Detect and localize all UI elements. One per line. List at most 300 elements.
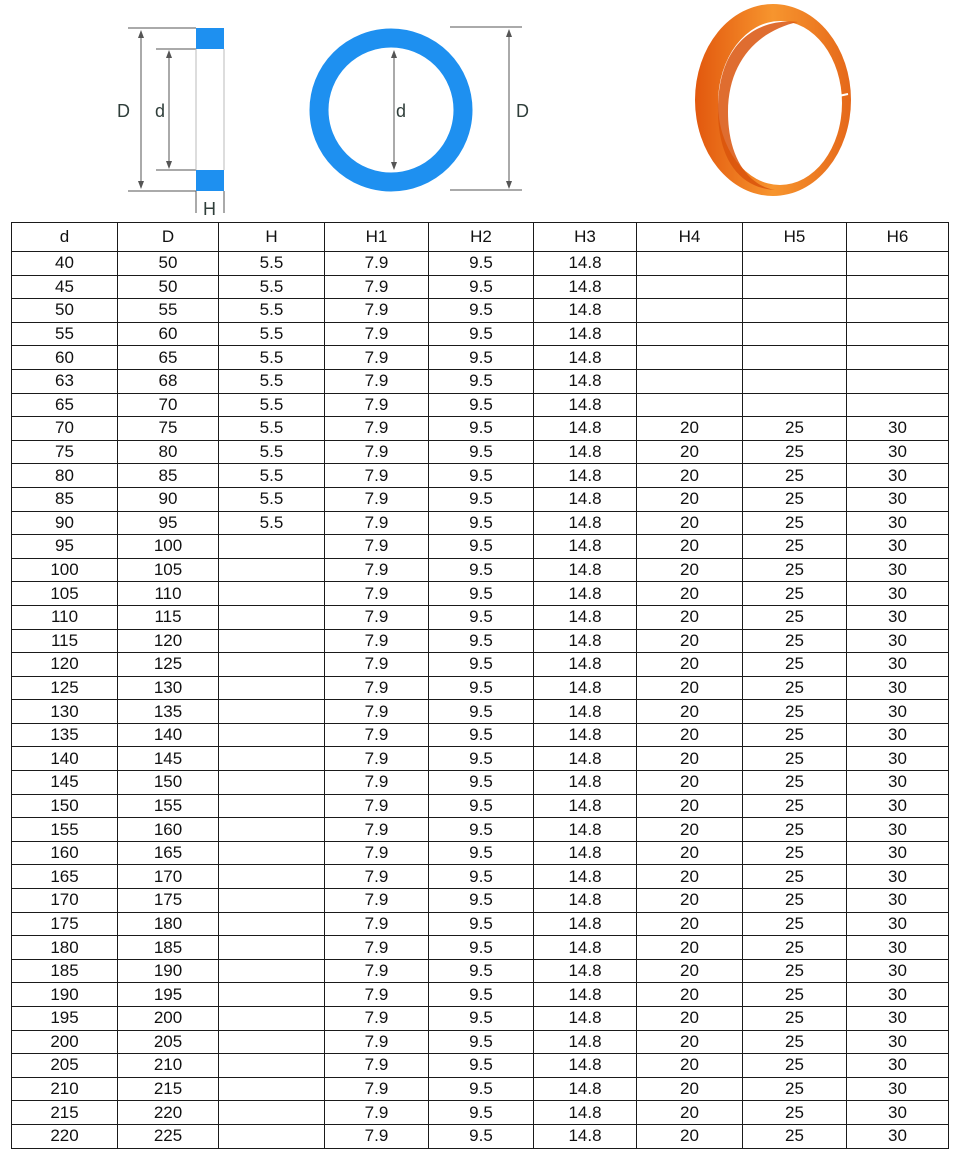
table-cell: 7.9 bbox=[325, 723, 429, 747]
table-cell bbox=[219, 1007, 325, 1031]
table-cell: 5.5 bbox=[219, 346, 325, 370]
table-cell: 110 bbox=[12, 605, 118, 629]
table-cell: 25 bbox=[743, 771, 847, 795]
table-cell: 20 bbox=[637, 959, 743, 983]
table-cell: 180 bbox=[118, 912, 219, 936]
table-cell bbox=[219, 912, 325, 936]
table-cell: 14.8 bbox=[534, 582, 637, 606]
table-cell: 9.5 bbox=[429, 983, 534, 1007]
table-cell: 75 bbox=[12, 440, 118, 464]
column-header: H5 bbox=[743, 223, 847, 252]
table-cell: 210 bbox=[12, 1077, 118, 1101]
table-cell: 9.5 bbox=[429, 1030, 534, 1054]
table-cell: 85 bbox=[118, 464, 219, 488]
table-cell: 5.5 bbox=[219, 511, 325, 535]
table-cell: 105 bbox=[118, 558, 219, 582]
table-cell: 100 bbox=[12, 558, 118, 582]
table-cell: 5.5 bbox=[219, 322, 325, 346]
table-cell: 7.9 bbox=[325, 1007, 429, 1031]
table-cell: 14.8 bbox=[534, 487, 637, 511]
diagram-area bbox=[0, 0, 964, 222]
table-cell bbox=[219, 629, 325, 653]
table-cell: 9.5 bbox=[429, 936, 534, 960]
table-cell: 7.9 bbox=[325, 299, 429, 323]
table-cell: 20 bbox=[637, 1124, 743, 1148]
column-header: H1 bbox=[325, 223, 429, 252]
table-cell bbox=[743, 393, 847, 417]
table-cell: 14.8 bbox=[534, 912, 637, 936]
table-cell: 14.8 bbox=[534, 794, 637, 818]
table-cell: 75 bbox=[118, 417, 219, 441]
table-cell: 145 bbox=[12, 771, 118, 795]
table-cell: 9.5 bbox=[429, 1124, 534, 1148]
table-cell: 14.8 bbox=[534, 653, 637, 677]
table-cell: 14.8 bbox=[534, 700, 637, 724]
table-cell: 30 bbox=[847, 700, 949, 724]
table-cell bbox=[219, 653, 325, 677]
table-row bbox=[12, 1007, 949, 1031]
table-cell: 30 bbox=[847, 511, 949, 535]
table-cell bbox=[743, 322, 847, 346]
table-row bbox=[12, 841, 949, 865]
table-cell: 20 bbox=[637, 653, 743, 677]
table-cell: 7.9 bbox=[325, 605, 429, 629]
table-cell: 25 bbox=[743, 983, 847, 1007]
table-row bbox=[12, 747, 949, 771]
table-cell: 9.5 bbox=[429, 322, 534, 346]
table-cell: 30 bbox=[847, 535, 949, 559]
table-cell: 30 bbox=[847, 487, 949, 511]
table-cell: 9.5 bbox=[429, 912, 534, 936]
table-cell: 5.5 bbox=[219, 440, 325, 464]
table-cell: 25 bbox=[743, 582, 847, 606]
table-cell: 170 bbox=[12, 889, 118, 913]
table-cell: 9.5 bbox=[429, 653, 534, 677]
table-cell: 25 bbox=[743, 417, 847, 441]
table-header-row bbox=[12, 223, 949, 252]
table-cell: 25 bbox=[743, 629, 847, 653]
table-cell bbox=[847, 252, 949, 276]
table-cell: 25 bbox=[743, 535, 847, 559]
table-cell: 30 bbox=[847, 629, 949, 653]
table-cell: 9.5 bbox=[429, 346, 534, 370]
column-header: H4 bbox=[637, 223, 743, 252]
table-cell bbox=[637, 275, 743, 299]
table-cell bbox=[219, 865, 325, 889]
table-cell: 14.8 bbox=[534, 865, 637, 889]
table-cell: 110 bbox=[118, 582, 219, 606]
table-cell: 220 bbox=[118, 1101, 219, 1125]
table-cell: 20 bbox=[637, 511, 743, 535]
table-cell: 25 bbox=[743, 464, 847, 488]
table-cell bbox=[219, 1077, 325, 1101]
table-cell: 25 bbox=[743, 1124, 847, 1148]
table-cell: 14.8 bbox=[534, 558, 637, 582]
table-cell: 150 bbox=[12, 794, 118, 818]
table-cell: 135 bbox=[12, 723, 118, 747]
table-cell: 30 bbox=[847, 723, 949, 747]
table-cell: 20 bbox=[637, 1101, 743, 1125]
table-cell: 20 bbox=[637, 487, 743, 511]
table-cell: 80 bbox=[118, 440, 219, 464]
table-cell: 20 bbox=[637, 936, 743, 960]
column-header: d bbox=[12, 223, 118, 252]
table-cell: 7.9 bbox=[325, 417, 429, 441]
table-cell: 25 bbox=[743, 605, 847, 629]
table-cell: 9.5 bbox=[429, 889, 534, 913]
table-cell: 20 bbox=[637, 605, 743, 629]
table-cell: 20 bbox=[637, 1054, 743, 1078]
product-photo bbox=[680, 0, 880, 222]
table-cell bbox=[219, 841, 325, 865]
table-cell: 7.9 bbox=[325, 865, 429, 889]
table-cell: 7.9 bbox=[325, 747, 429, 771]
table-cell bbox=[743, 369, 847, 393]
table-cell: 9.5 bbox=[429, 511, 534, 535]
front-view-d-label: d bbox=[396, 101, 407, 121]
table-cell: 130 bbox=[12, 700, 118, 724]
table-row bbox=[12, 511, 949, 535]
table-cell: 45 bbox=[12, 275, 118, 299]
table-cell: 5.5 bbox=[219, 299, 325, 323]
table-cell: 30 bbox=[847, 417, 949, 441]
table-cell: 25 bbox=[743, 1077, 847, 1101]
table-cell: 175 bbox=[118, 889, 219, 913]
front-view-ring bbox=[319, 38, 463, 182]
table-row bbox=[12, 464, 949, 488]
table-cell: 7.9 bbox=[325, 511, 429, 535]
table-cell: 7.9 bbox=[325, 464, 429, 488]
table-cell: 200 bbox=[12, 1030, 118, 1054]
table-cell: 30 bbox=[847, 1124, 949, 1148]
table-cell: 20 bbox=[637, 417, 743, 441]
table-row bbox=[12, 558, 949, 582]
table-cell bbox=[219, 700, 325, 724]
table-cell bbox=[847, 346, 949, 370]
table-cell: 14.8 bbox=[534, 1124, 637, 1148]
table-cell: 210 bbox=[118, 1054, 219, 1078]
table-row bbox=[12, 299, 949, 323]
table-cell: 185 bbox=[12, 959, 118, 983]
table-cell: 7.9 bbox=[325, 558, 429, 582]
table-cell: 175 bbox=[12, 912, 118, 936]
table-cell: 14.8 bbox=[534, 299, 637, 323]
table-cell bbox=[219, 818, 325, 842]
table-cell bbox=[219, 558, 325, 582]
front-view-D-label: D bbox=[516, 101, 529, 121]
table-cell: 9.5 bbox=[429, 818, 534, 842]
cross-section-top-block bbox=[196, 28, 224, 49]
table-cell: 20 bbox=[637, 841, 743, 865]
table-cell: 195 bbox=[12, 1007, 118, 1031]
table-cell: 14.8 bbox=[534, 346, 637, 370]
table-row bbox=[12, 346, 949, 370]
table-cell: 190 bbox=[118, 959, 219, 983]
table-cell: 7.9 bbox=[325, 393, 429, 417]
table-cell: 14.8 bbox=[534, 747, 637, 771]
table-cell: 30 bbox=[847, 912, 949, 936]
table-cell: 20 bbox=[637, 629, 743, 653]
table-cell: 125 bbox=[118, 653, 219, 677]
table-cell: 25 bbox=[743, 487, 847, 511]
table-cell: 60 bbox=[118, 322, 219, 346]
table-cell bbox=[847, 299, 949, 323]
table-cell: 25 bbox=[743, 794, 847, 818]
table-cell bbox=[847, 322, 949, 346]
table-cell: 30 bbox=[847, 605, 949, 629]
table-cell: 14.8 bbox=[534, 369, 637, 393]
table-cell bbox=[219, 723, 325, 747]
table-row bbox=[12, 889, 949, 913]
table-cell: 5.5 bbox=[219, 275, 325, 299]
table-cell: 20 bbox=[637, 1077, 743, 1101]
table-cell bbox=[637, 369, 743, 393]
table-cell: 165 bbox=[118, 841, 219, 865]
table-cell bbox=[637, 346, 743, 370]
table-row bbox=[12, 582, 949, 606]
table-cell: 14.8 bbox=[534, 417, 637, 441]
table-cell: 14.8 bbox=[534, 1101, 637, 1125]
table-cell: 9.5 bbox=[429, 771, 534, 795]
table-cell: 80 bbox=[12, 464, 118, 488]
table-cell: 25 bbox=[743, 889, 847, 913]
table-cell: 14.8 bbox=[534, 889, 637, 913]
table-row bbox=[12, 322, 949, 346]
table-row bbox=[12, 1124, 949, 1148]
cross-section-d-label: d bbox=[155, 101, 166, 121]
table-cell: 25 bbox=[743, 440, 847, 464]
table-cell: 30 bbox=[847, 558, 949, 582]
table-cell: 9.5 bbox=[429, 605, 534, 629]
table-cell: 7.9 bbox=[325, 983, 429, 1007]
table-cell: 30 bbox=[847, 959, 949, 983]
table-row bbox=[12, 1077, 949, 1101]
table-cell bbox=[847, 275, 949, 299]
table-cell: 5.5 bbox=[219, 464, 325, 488]
table-cell bbox=[219, 747, 325, 771]
table-cell: 7.9 bbox=[325, 1077, 429, 1101]
table-cell: 20 bbox=[637, 794, 743, 818]
table-cell: 140 bbox=[118, 723, 219, 747]
table-cell: 7.9 bbox=[325, 771, 429, 795]
table-cell: 20 bbox=[637, 771, 743, 795]
table-cell: 9.5 bbox=[429, 393, 534, 417]
table-cell: 9.5 bbox=[429, 487, 534, 511]
table-cell: 20 bbox=[637, 1030, 743, 1054]
table-cell: 14.8 bbox=[534, 936, 637, 960]
table-cell: 125 bbox=[12, 676, 118, 700]
table-cell: 25 bbox=[743, 1030, 847, 1054]
table-cell: 160 bbox=[118, 818, 219, 842]
table-cell: 155 bbox=[12, 818, 118, 842]
table-cell: 165 bbox=[12, 865, 118, 889]
table-cell: 9.5 bbox=[429, 865, 534, 889]
table-cell: 14.8 bbox=[534, 605, 637, 629]
cross-section-diagram bbox=[0, 0, 260, 222]
table-cell: 9.5 bbox=[429, 676, 534, 700]
table-cell: 90 bbox=[12, 511, 118, 535]
table-cell: 30 bbox=[847, 794, 949, 818]
table-row bbox=[12, 983, 949, 1007]
table-cell: 5.5 bbox=[219, 417, 325, 441]
table-cell bbox=[219, 1054, 325, 1078]
table-cell: 7.9 bbox=[325, 841, 429, 865]
table-cell: 7.9 bbox=[325, 700, 429, 724]
table-cell bbox=[637, 299, 743, 323]
table-cell: 195 bbox=[118, 983, 219, 1007]
table-row bbox=[12, 653, 949, 677]
table-cell: 5.5 bbox=[219, 393, 325, 417]
table-cell: 7.9 bbox=[325, 1054, 429, 1078]
table-cell: 30 bbox=[847, 1054, 949, 1078]
table-cell: 220 bbox=[12, 1124, 118, 1148]
table-cell: 25 bbox=[743, 1007, 847, 1031]
table-cell: 5.5 bbox=[219, 252, 325, 276]
table-cell: 55 bbox=[12, 322, 118, 346]
table-cell: 30 bbox=[847, 1101, 949, 1125]
table-cell: 14.8 bbox=[534, 1007, 637, 1031]
table-row bbox=[12, 771, 949, 795]
table-cell bbox=[219, 794, 325, 818]
table-cell: 14.8 bbox=[534, 252, 637, 276]
table-cell bbox=[219, 959, 325, 983]
table-cell: 7.9 bbox=[325, 794, 429, 818]
table-cell: 30 bbox=[847, 1007, 949, 1031]
table-row bbox=[12, 676, 949, 700]
table-cell: 95 bbox=[118, 511, 219, 535]
table-cell: 100 bbox=[118, 535, 219, 559]
table-cell: 14.8 bbox=[534, 629, 637, 653]
table-cell: 145 bbox=[118, 747, 219, 771]
table-cell: 20 bbox=[637, 1007, 743, 1031]
table-cell: 20 bbox=[637, 912, 743, 936]
table-cell: 7.9 bbox=[325, 322, 429, 346]
table-cell: 14.8 bbox=[534, 1030, 637, 1054]
table-cell: 14.8 bbox=[534, 535, 637, 559]
table-cell: 185 bbox=[118, 936, 219, 960]
table-cell bbox=[637, 393, 743, 417]
table-cell: 25 bbox=[743, 558, 847, 582]
table-row bbox=[12, 865, 949, 889]
cross-section-D-label: D bbox=[117, 101, 130, 121]
table-cell: 14.8 bbox=[534, 1054, 637, 1078]
table-row bbox=[12, 1101, 949, 1125]
table-cell: 40 bbox=[12, 252, 118, 276]
column-header: H3 bbox=[534, 223, 637, 252]
table-cell bbox=[743, 275, 847, 299]
table-cell bbox=[219, 535, 325, 559]
table-cell: 5.5 bbox=[219, 369, 325, 393]
table-cell: 68 bbox=[118, 369, 219, 393]
table-cell: 20 bbox=[637, 582, 743, 606]
table-cell: 14.8 bbox=[534, 771, 637, 795]
table-cell: 9.5 bbox=[429, 582, 534, 606]
table-cell bbox=[219, 889, 325, 913]
table-cell: 115 bbox=[12, 629, 118, 653]
table-cell bbox=[743, 252, 847, 276]
table-cell: 14.8 bbox=[534, 440, 637, 464]
table-cell: 7.9 bbox=[325, 275, 429, 299]
table-cell: 9.5 bbox=[429, 794, 534, 818]
table-cell: 30 bbox=[847, 653, 949, 677]
table-cell: 9.5 bbox=[429, 558, 534, 582]
table-cell: 135 bbox=[118, 700, 219, 724]
table-row bbox=[12, 794, 949, 818]
table-cell: 7.9 bbox=[325, 1101, 429, 1125]
table-cell: 25 bbox=[743, 865, 847, 889]
table-cell: 30 bbox=[847, 582, 949, 606]
table-cell: 14.8 bbox=[534, 959, 637, 983]
table-cell: 14.8 bbox=[534, 723, 637, 747]
table-cell: 20 bbox=[637, 865, 743, 889]
table-cell: 9.5 bbox=[429, 629, 534, 653]
table-cell: 30 bbox=[847, 1077, 949, 1101]
table-cell: 7.9 bbox=[325, 369, 429, 393]
table-row bbox=[12, 1030, 949, 1054]
table-cell: 90 bbox=[118, 487, 219, 511]
table-cell: 14.8 bbox=[534, 983, 637, 1007]
table-cell: 14.8 bbox=[534, 464, 637, 488]
table-cell: 9.5 bbox=[429, 440, 534, 464]
table-cell: 30 bbox=[847, 1030, 949, 1054]
table-cell: 20 bbox=[637, 440, 743, 464]
table-row bbox=[12, 535, 949, 559]
table-cell: 160 bbox=[12, 841, 118, 865]
table-cell: 9.5 bbox=[429, 1077, 534, 1101]
table-cell: 55 bbox=[118, 299, 219, 323]
table-cell bbox=[219, 676, 325, 700]
table-cell: 30 bbox=[847, 747, 949, 771]
table-cell: 14.8 bbox=[534, 841, 637, 865]
table-cell: 25 bbox=[743, 747, 847, 771]
table-cell: 9.5 bbox=[429, 417, 534, 441]
table-cell bbox=[637, 252, 743, 276]
table-cell: 25 bbox=[743, 723, 847, 747]
table-cell: 25 bbox=[743, 912, 847, 936]
table-cell: 25 bbox=[743, 936, 847, 960]
table-row bbox=[12, 275, 949, 299]
table-cell: 14.8 bbox=[534, 393, 637, 417]
table-row bbox=[12, 723, 949, 747]
table-cell: 70 bbox=[118, 393, 219, 417]
table-cell: 205 bbox=[12, 1054, 118, 1078]
table-cell: 7.9 bbox=[325, 959, 429, 983]
table-cell: 50 bbox=[118, 252, 219, 276]
table-cell: 7.9 bbox=[325, 1124, 429, 1148]
table-cell bbox=[219, 605, 325, 629]
table-cell: 14.8 bbox=[534, 676, 637, 700]
table-row bbox=[12, 605, 949, 629]
table-cell: 25 bbox=[743, 511, 847, 535]
table-row bbox=[12, 936, 949, 960]
table-cell: 7.9 bbox=[325, 582, 429, 606]
table-row bbox=[12, 252, 949, 276]
table-cell: 20 bbox=[637, 983, 743, 1007]
table-cell: 9.5 bbox=[429, 841, 534, 865]
table-cell: 25 bbox=[743, 676, 847, 700]
table-row bbox=[12, 487, 949, 511]
table-cell: 20 bbox=[637, 747, 743, 771]
table-cell: 14.8 bbox=[534, 818, 637, 842]
table-cell bbox=[847, 369, 949, 393]
table-cell: 50 bbox=[118, 275, 219, 299]
table-row bbox=[12, 912, 949, 936]
column-header: H2 bbox=[429, 223, 534, 252]
table-cell: 215 bbox=[12, 1101, 118, 1125]
table-row bbox=[12, 1054, 949, 1078]
table-cell: 7.9 bbox=[325, 912, 429, 936]
table-cell: 7.9 bbox=[325, 346, 429, 370]
